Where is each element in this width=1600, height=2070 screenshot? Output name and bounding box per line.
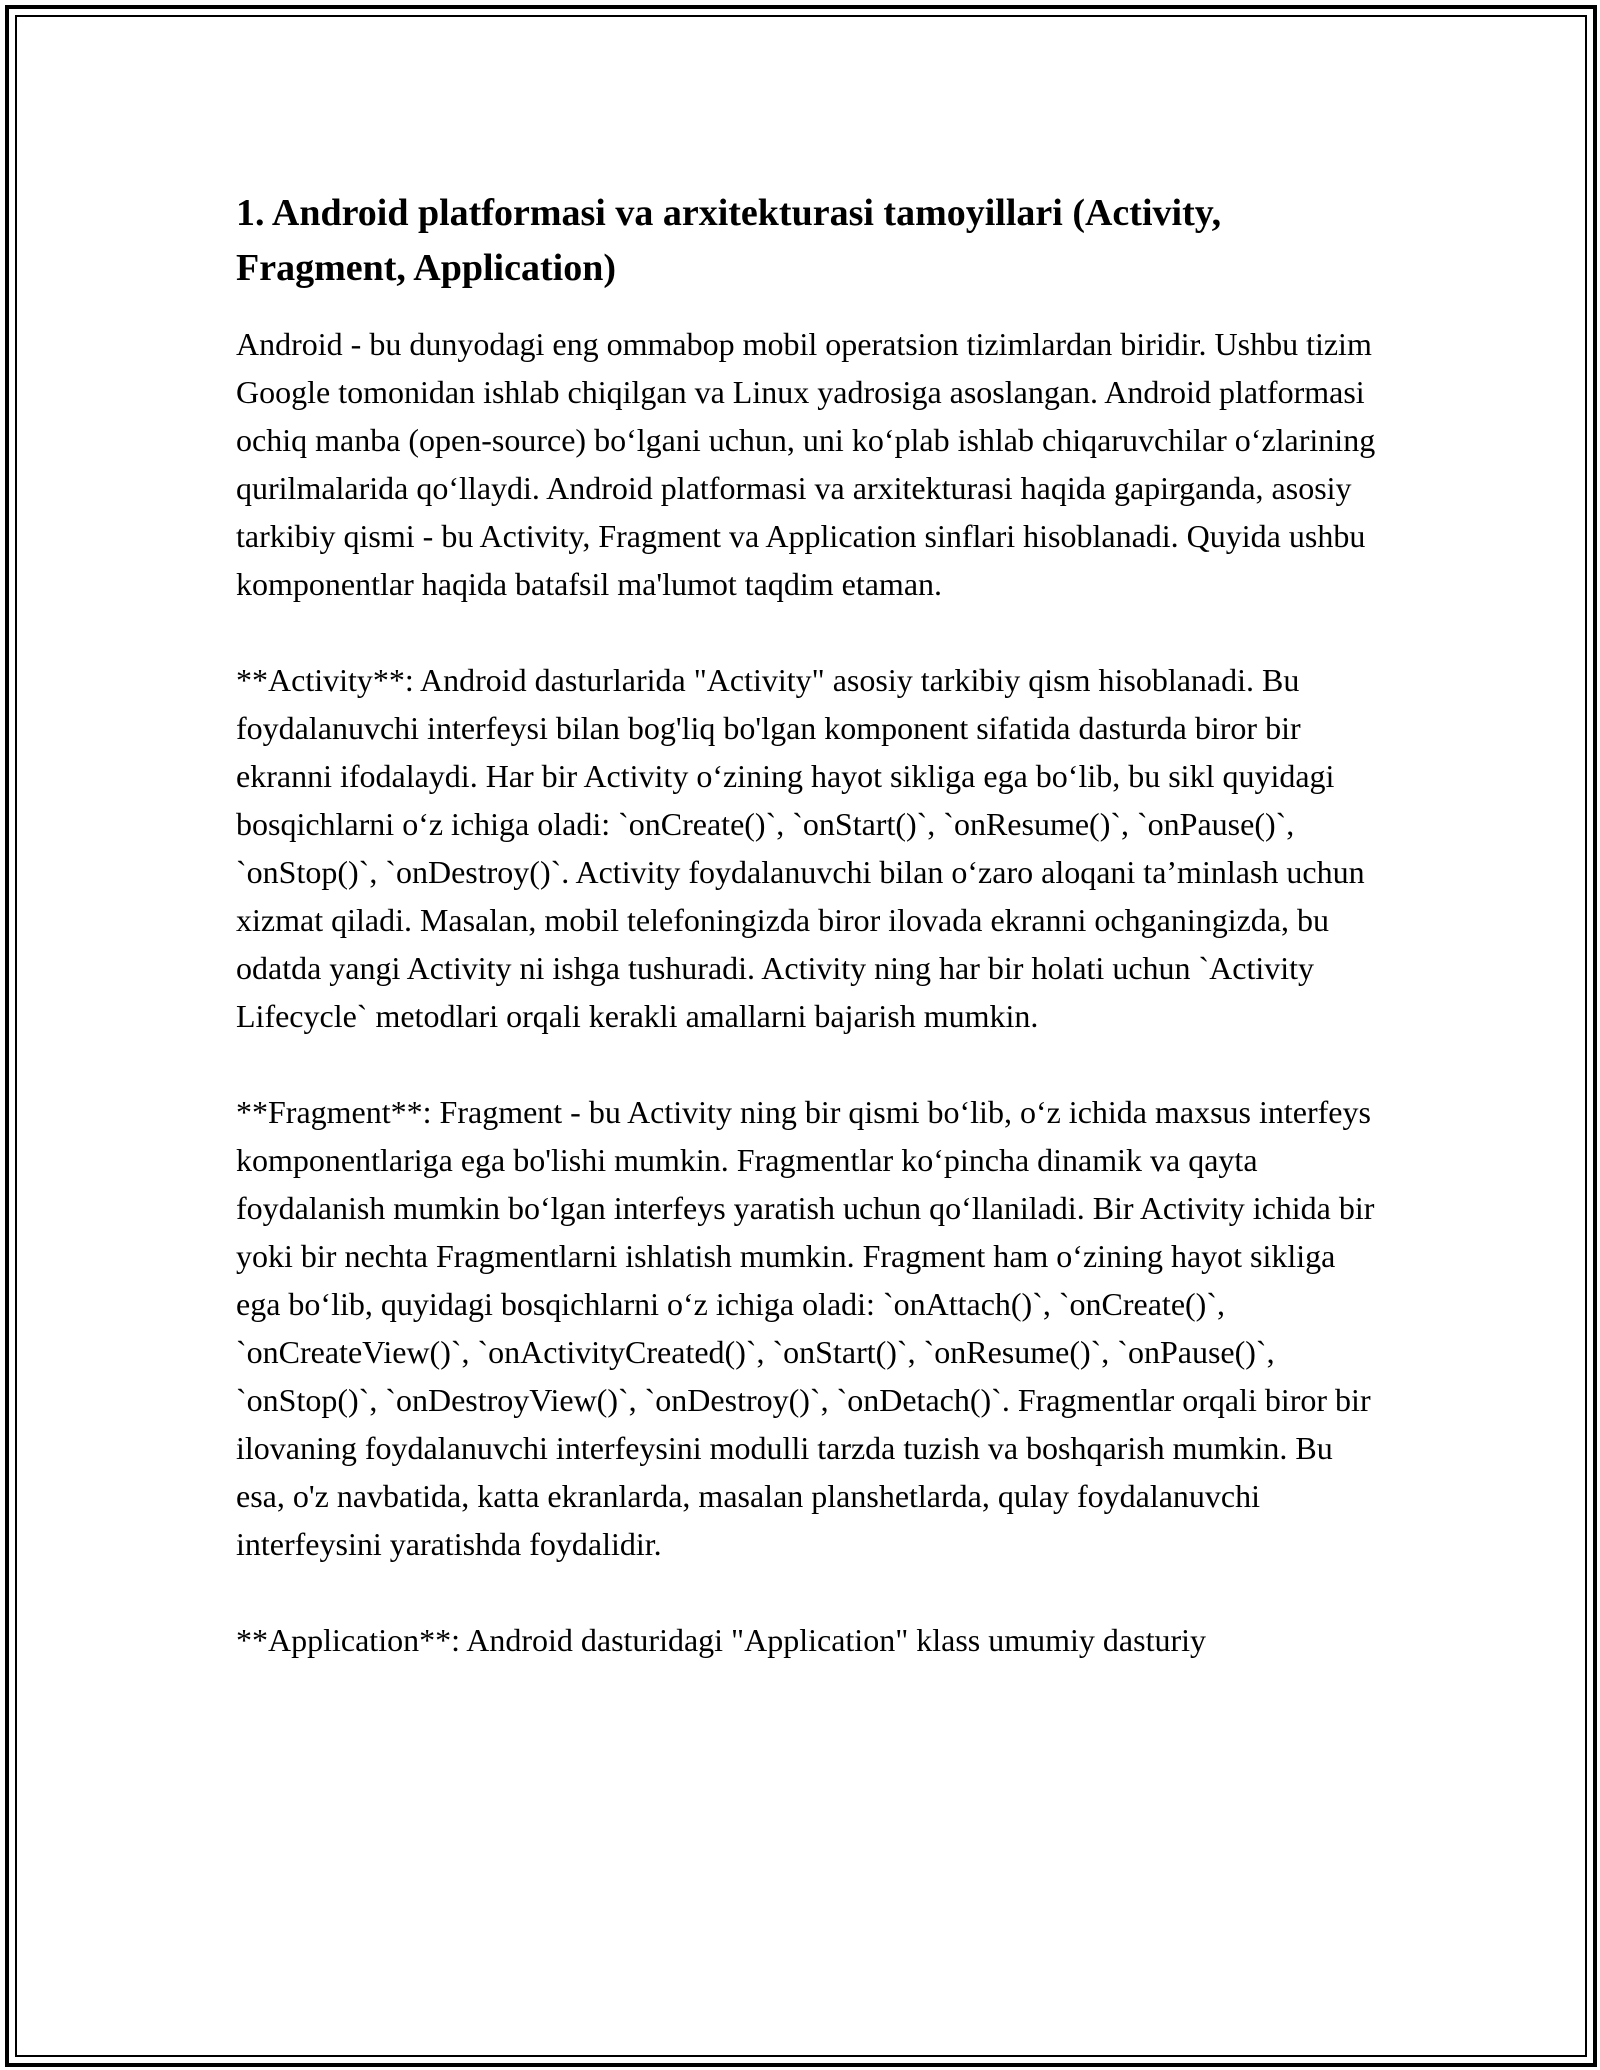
document-title: 1. Android platformasi va arxitekturasi tamoyillari (Activity, Fragment, Application): [236, 192, 1222, 289]
paragraph-activity: **Activity**: Android dasturlarida "Activity" asosiy tarkibiy qism hisoblanadi. Bu foydalanuvchi interfeysi bilan bog'liq bo'lgan komponent sifatida dasturda biror bir ekranni ifodalaydi. Har bir Activity o‘zining hayot sikliga ega bo‘lib, bu sikl quyidagi bosqichlarni o‘z ichiga oladi: `onCreate()`, `onStart()`, `onResume()`, `onPause()`, `onStop()`, `onDestroy()`. Activity foydalanuvchi bilan o‘zaro aloqani ta’minlash uchun xizmat qiladi. Masalan, mobil telefoningizda biror ilovada ekranni ochganingizda, bu odatda yangi Activity ni ishga tushuradi. Activity ning har bir holati uchun `Activity Lifecycle` metodlari orqali kerakli amallarni bajarish mumkin.: [236, 662, 1365, 1034]
paragraph-application: **Application**: Android dasturidagi "Application" klass umumiy dasturiy: [236, 1622, 1207, 1658]
paragraph-intro: Android - bu dunyodagi eng ommabop mobil operatsion tizimlardan biridir. Ushbu tizim Google tomonidan ishlab chiqilgan va Linux yadrosiga asoslangan. Android platformasi ochiq manba (open-source) bo‘lgani uchun, uni ko‘plab ishlab chiqaruvchilar o‘zlarining qurilmalarida qo‘llaydi. Android platformasi va arxitekturasi haqida gapirganda, asosiy tarkibiy qismi - bu Activity, Fragment va Application sinflari hisoblanadi. Quyida ushbu komponentlar haqida batafsil ma'lumot taqdim etaman.: [236, 326, 1376, 602]
paragraph-fragment: **Fragment**: Fragment - bu Activity ning bir qismi bo‘lib, o‘z ichida maxsus interfeys komponentlariga ega bo'lishi mumkin. Fragmentlar ko‘pincha dinamik va qayta foydalanish mumkin bo‘lgan interfeys yaratish uchun qo‘llaniladi. Bir Activity ichida bir yoki bir nechta Fragmentlarni ishlatish mumkin. Fragment ham o‘zining hayot sikliga ega bo‘lib, quyidagi bosqichlarni o‘z ichiga oladi: `onAttach()`, `onCreate()`, `onCreateView()`, `onActivityCreated()`, `onStart()`, `onResume()`, `onPause()`, `onStop()`, `onDestroyView()`, `onDestroy()`, `onDetach()`. Fragmentlar orqali biror bir ilovaning foydalanuvchi interfeysini modulli tarzda tuzish va boshqarish mumkin. Bu esa, o'z navbatida, katta ekranlarda, masalan planshetlarda, qulay foydalanuvchi interfeysini yaratishda foydalidir.: [236, 1094, 1375, 1562]
document-body: [236, 186, 1376, 1664]
